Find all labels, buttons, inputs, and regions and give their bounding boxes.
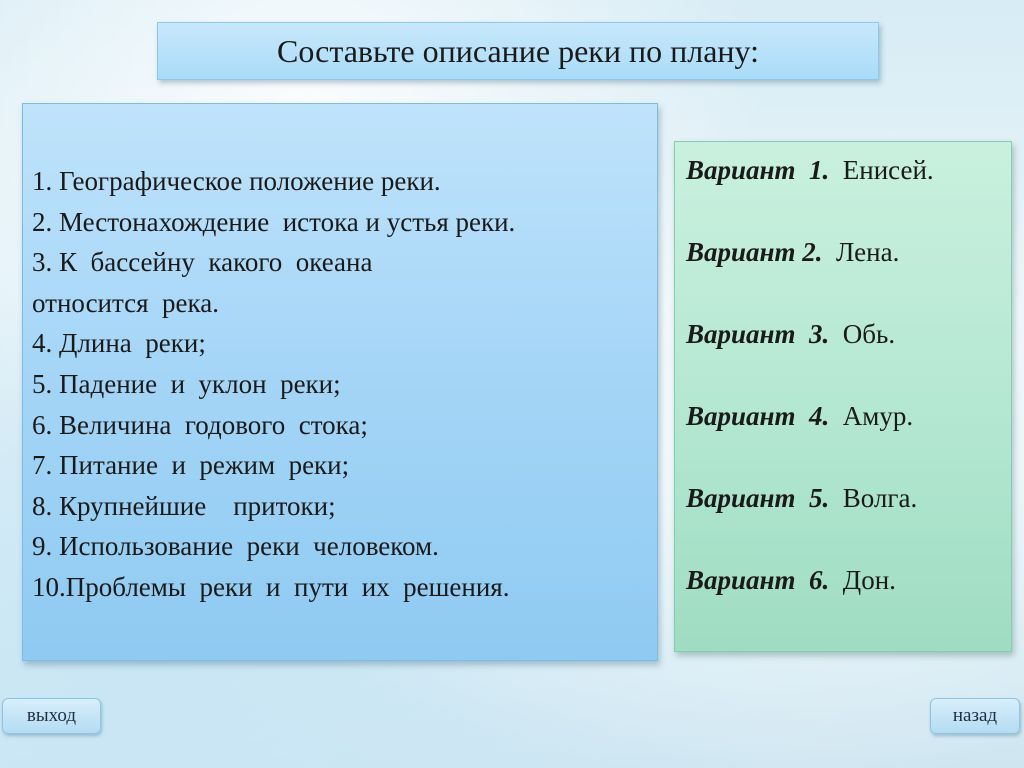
- variant-label: Вариант 2.: [686, 237, 823, 267]
- variant-river: Енисей.: [829, 155, 934, 185]
- plan-item: 10.Проблемы реки и пути их решения.: [32, 571, 510, 602]
- plan-item: 1. Географическое положение реки.: [32, 166, 441, 196]
- plan-item: 8. Крупнейшие притоки;: [32, 490, 336, 521]
- variant-river: Волга.: [829, 483, 918, 513]
- plan-item: 3. К бассейну какого океана: [32, 247, 373, 278]
- variant-row: [686, 150, 1011, 232]
- plan-item: относится река.: [32, 287, 219, 318]
- exit-button[interactable]: выход: [2, 698, 101, 734]
- variant-row: [686, 396, 1011, 478]
- plan-panel: [22, 103, 658, 661]
- variants-panel: [674, 141, 1012, 652]
- plan-item: 7. Питание и режим реки;: [32, 450, 350, 481]
- plan-list: [32, 161, 657, 608]
- variant-row: [686, 560, 1011, 642]
- variant-river: Дон.: [829, 565, 896, 595]
- variant-row: [686, 314, 1011, 396]
- plan-item: 6. Величина годового стока;: [32, 409, 368, 440]
- variant-label: Вариант 3.: [686, 319, 830, 349]
- plan-item: 2. Местонахождение истока и устья реки.: [32, 206, 516, 237]
- variant-row: [686, 478, 1011, 560]
- variant-row: [686, 232, 1011, 314]
- plan-item: 9. Использование реки человеком.: [32, 531, 439, 562]
- back-button[interactable]: назад: [930, 698, 1020, 734]
- variant-river: Лена.: [822, 237, 900, 267]
- variant-label: Вариант 6.: [686, 565, 830, 595]
- slide-title: Составьте описание реки по плану:: [157, 22, 879, 80]
- plan-item: 5. Падение и уклон реки;: [32, 368, 341, 399]
- variant-label: Вариант 4.: [686, 401, 830, 431]
- variant-river: Обь.: [829, 319, 896, 349]
- variant-river: Амур.: [829, 401, 914, 431]
- variant-label: Вариант 1.: [686, 155, 830, 185]
- variant-label: Вариант 5.: [686, 483, 830, 513]
- plan-item: 4. Длина реки;: [32, 328, 206, 359]
